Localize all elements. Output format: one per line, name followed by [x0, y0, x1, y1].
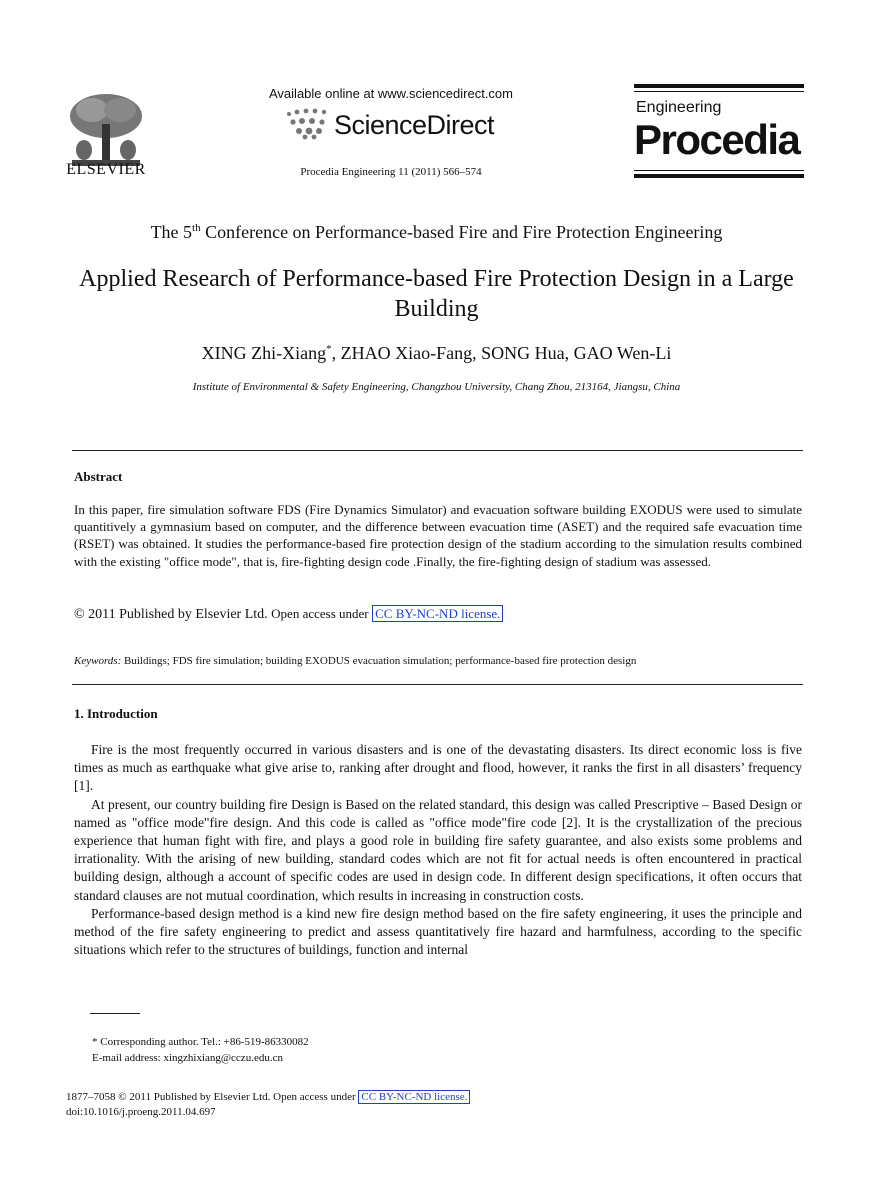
divider	[72, 450, 803, 451]
publisher-name: ELSEVIER	[66, 161, 146, 178]
conference-line: The 5th Conference on Performance-based Fire and Fire Protection Engineering	[150, 222, 723, 242]
paragraph: At present, our country building fire Design is Based on the related standard, this design was called Prescriptive – Based Design or named as "office mode"fire design. And this code is called as "office mode"fire code [2]. It is the crystallization of the precious experience that human fight with fire, and plays a good role in building fire safety guarantee, and also exists some problems and irrationality. With the arising of new building, standard codes which are not fit for actual needs is often encountered in practical building design, although a account of specific codes are used in design code. In different design specifications, it often occurs that standard clauses are not mutual coordination, which results in increasing in construction costs.	[74, 796, 802, 903]
author-affiliation: Institute of Environmental & Safety Engineering, Changzhou University, Chang Zhou, 213164, Jiangsu, China	[192, 381, 681, 393]
abstract-body: In this paper, fire simulation software FDS (Fire Dynamics Simulator) and evacuation software building EXODUS were used to simulate quantitively a gymnasium based on computer, and the difference between evacuation time (ASET) and the required safe evacuation time (RSET) was obtained. It studies the performance-based fire protection design of the stadium according to the simulation results combined with the existing "office mode", that is, fire-fighting design code .Finally, the fire-fighting design of stadium was assessed.	[74, 502, 802, 569]
paragraph: Fire is the most frequently occurred in various disasters and is one of the devastating disasters. Its direct economic loss is five times as much as earthquake what give arise to, ranking after drought and flood, however, it ranks the first in all disasters’ frequency [1].	[74, 742, 802, 794]
keywords-line: Keywords: Buildings; FDS fire simulation; building EXODUS evacuation simulation; performance-based fire protection design	[74, 655, 637, 667]
footnote-corresponding-author: * Corresponding author. Tel.: +86-519-86330082	[92, 1036, 309, 1048]
procedia-bottom-thin-rule	[634, 170, 804, 171]
section-heading: 1. Introduction	[74, 706, 158, 721]
introduction-body	[74, 741, 802, 959]
divider	[72, 684, 803, 685]
license-link[interactable]: CC BY-NC-ND license.	[372, 605, 503, 622]
journal-reference: Procedia Engineering 11 (2011) 566–574	[300, 166, 482, 178]
procedia-top-rule	[634, 84, 804, 88]
issn-line: 1877–7058 © 2011 Published by Elsevier Ltd. Open access under CC BY-NC-ND license.	[66, 1091, 470, 1103]
paragraph: Performance-based design method is a kind new fire design method based on the fire safety engineering, it uses the principle and method of the fire safety engineering to predict and assess quantitatively fire hazard and harmfulness, according to the specific situations which refer to the structures of buildings, function and internal	[74, 905, 802, 958]
procedia-top-thin-rule	[634, 91, 804, 92]
journal-subject: Engineering	[636, 99, 722, 116]
journal-name: Procedia	[634, 116, 800, 163]
footer-license-link[interactable]: CC BY-NC-ND license.	[358, 1090, 470, 1104]
procedia-bottom-rule	[634, 174, 804, 178]
available-online-text: Available online at www.sciencedirect.com	[269, 86, 513, 101]
sciencedirect-wordmark: ScienceDirect	[334, 110, 495, 140]
footnote-email: E-mail address: xingzhixiang@cczu.edu.cn	[92, 1052, 283, 1064]
paper-title: Applied Research of Performance-based Fire Protection Design in a Large Building	[79, 266, 794, 322]
abstract-heading: Abstract	[74, 469, 123, 484]
sciencedirect-dots-icon	[283, 106, 333, 140]
footnote-rule	[90, 1013, 140, 1014]
author-list: XING Zhi-Xiang*, ZHAO Xiao-Fang, SONG Hua, GAO Wen-Li	[201, 343, 672, 363]
copyright-line: © 2011 Published by Elsevier Ltd. Open access under CC BY-NC-ND license.	[74, 606, 503, 623]
doi-line: doi:10.1016/j.proeng.2011.04.697	[66, 1106, 216, 1118]
